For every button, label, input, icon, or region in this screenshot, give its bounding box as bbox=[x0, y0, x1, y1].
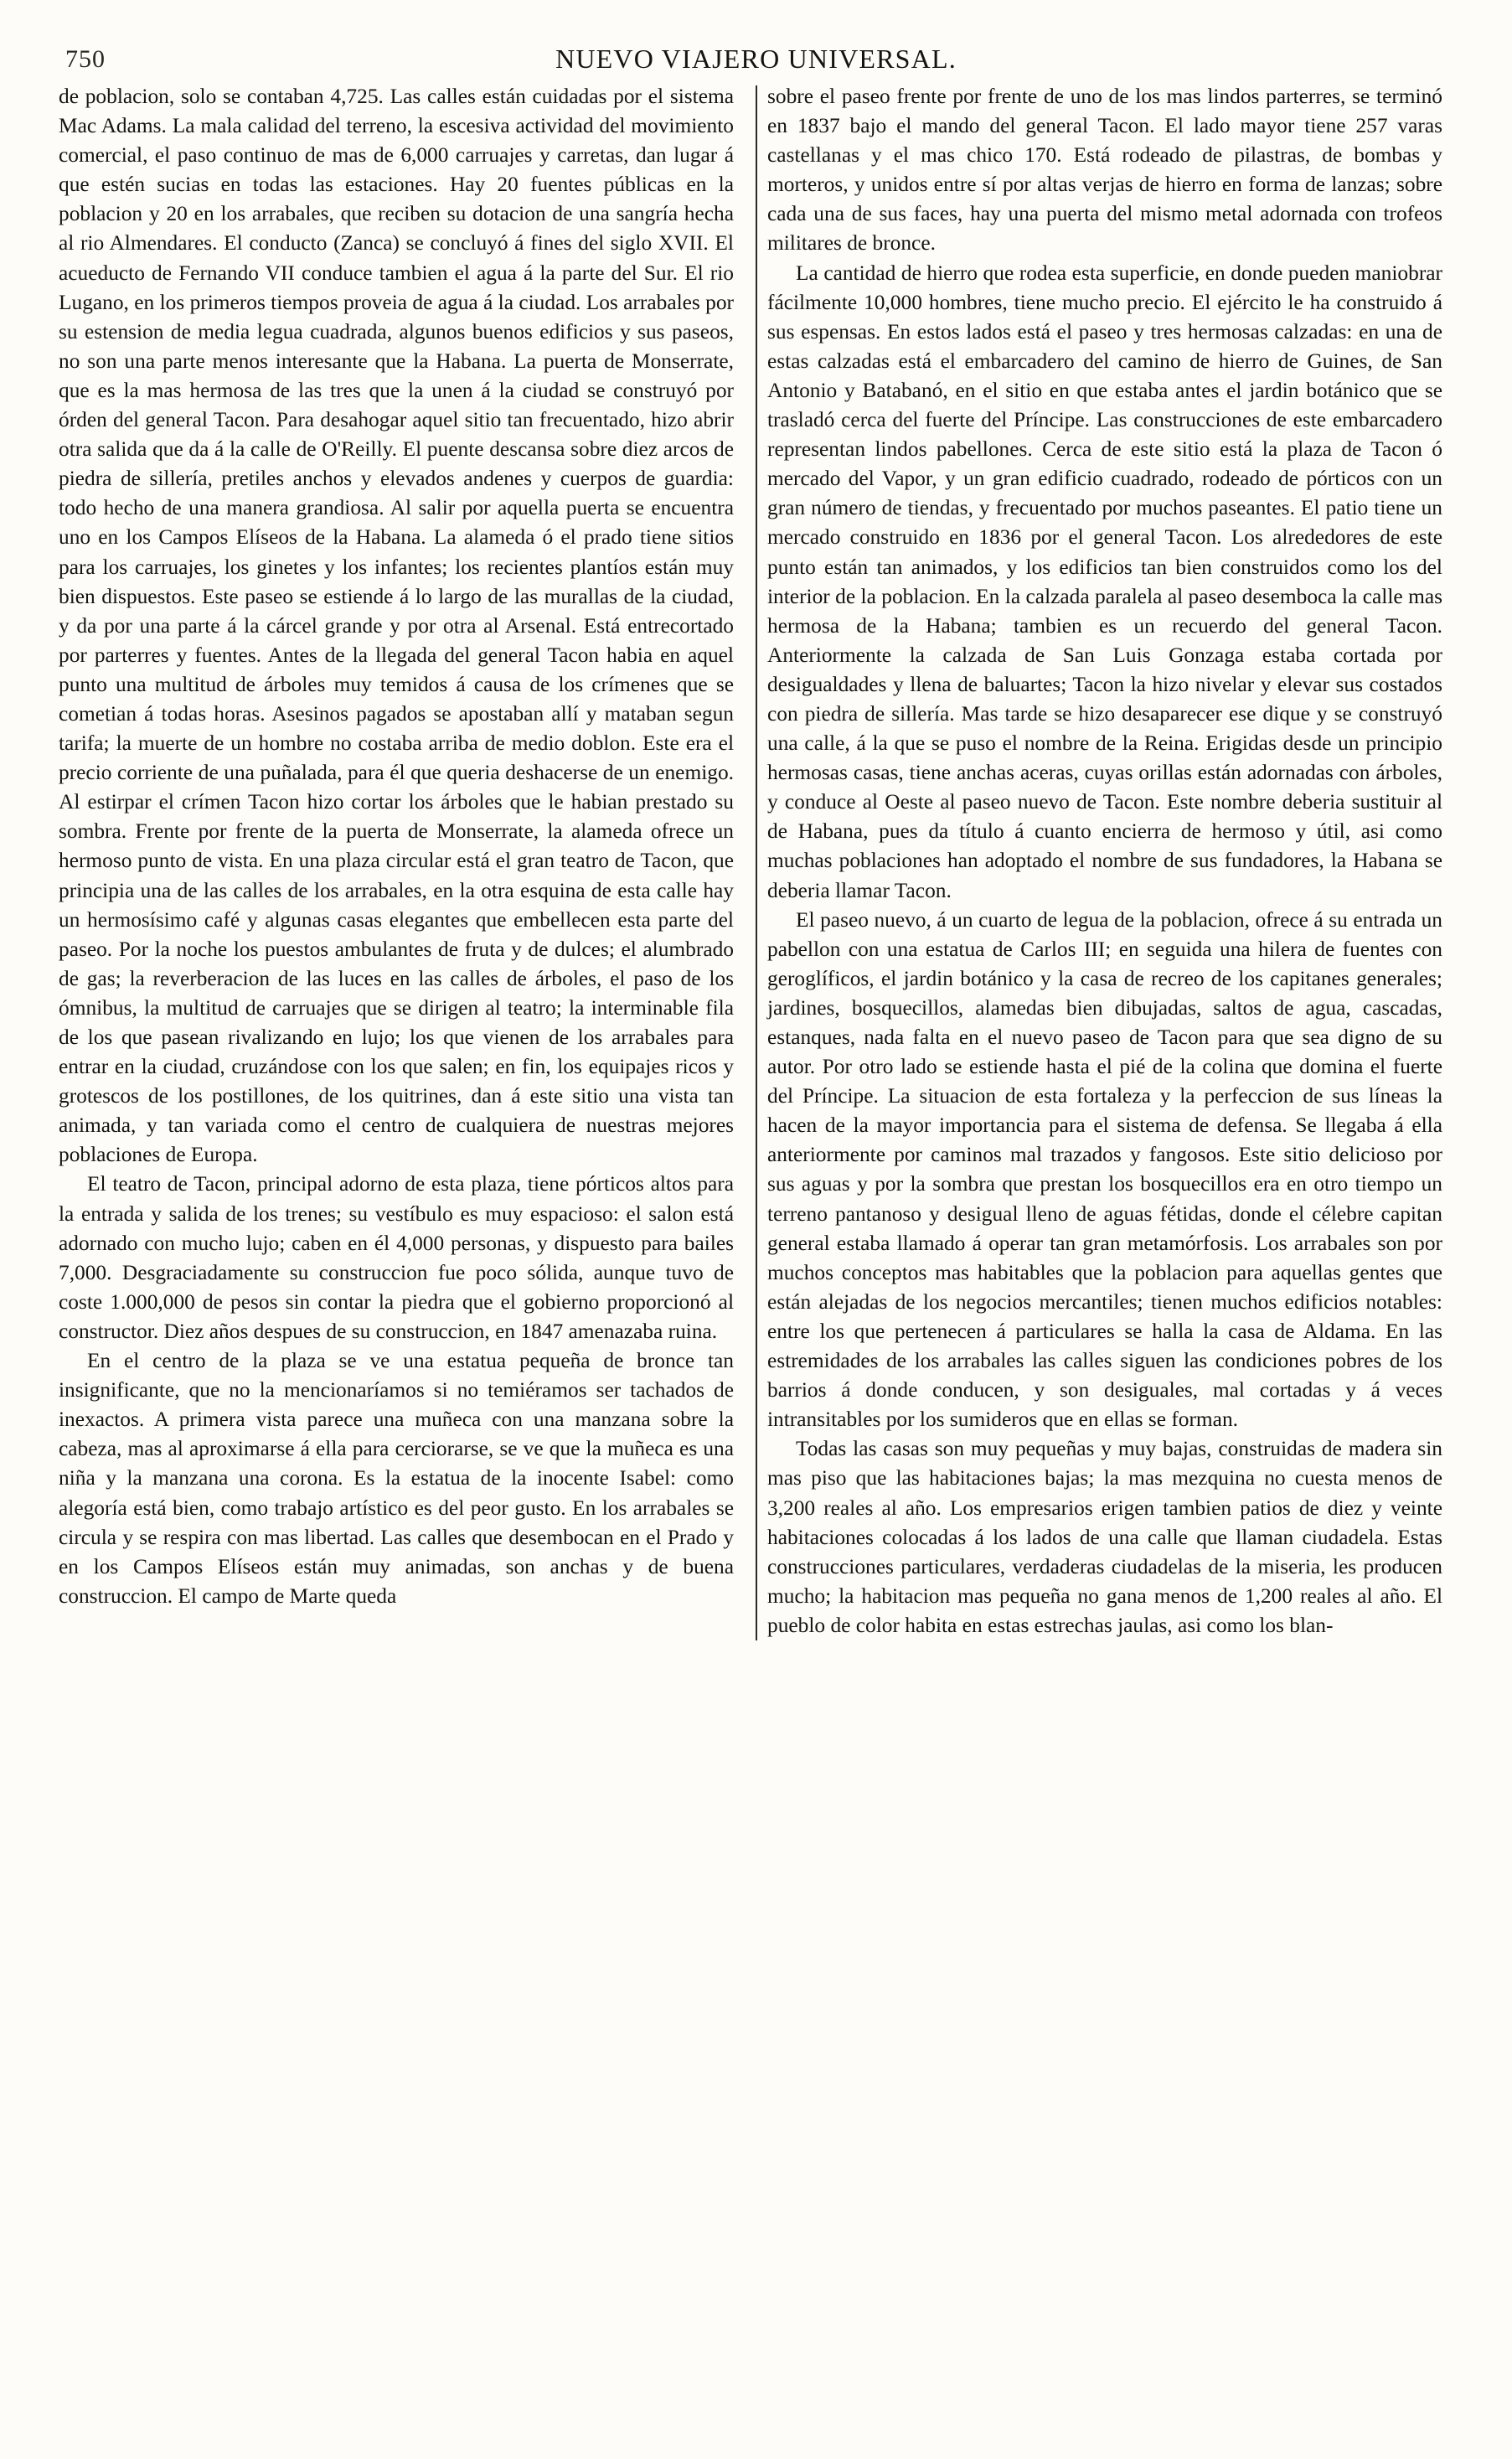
column-divider-rule bbox=[756, 85, 757, 1640]
paragraph: sobre el paseo frente por frente de uno de los mas lindos parterres, se terminó en 1837 bajo el mando del general Tacon. El lado mayor tiene 257 varas castellanas y el mas chico 170. Está rodeado de pilastras, de bombas y morteros, y unidos entre sí por altas verjas de hierro en forma de lanzas; sobre cada una de sus faces, hay una puerta del mismo metal adornada con trofeos militares de bronce. bbox=[767, 85, 1442, 256]
paragraph: La cantidad de hierro que rodea esta superficie, en donde pueden maniobrar fácilmente 10,000 hombres, tiene mucho precio. El ejército le ha construido á sus espensas. En estos lados está el paseo y tres hermosas calzadas: en una de estas calzadas está el embarcadero del camino de hierro de Guines, de San Antonio y Batabanó, en el sitio en que estaba antes el jardin botánico que se trasladó cerca del fuerte del Príncipe. Las construcciones de este embarcadero representan lindos pabellones. Cerca de este sitio está la plaza de Tacon ó mercado del Vapor, y un gran edificio cuadrado, rodeado de pórticos con un gran número de tiendas, y frecuentado por muchos paseantes. El patio tiene un mercado construido en 1836 por el general Tacon. Los alrededores de este punto están tan animados, y los edificios tan bien construidos como los del interior de la poblacion. En la calzada paralela al paseo desemboca la calle mas hermosa de la Habana; tambien es un recuerdo del general Tacon. Anteriormente la calzada de San Luis Gonzaga estaba cortada por desigualdades y llena de baluartes; Tacon la hizo nivelar y elevar sus costados con piedra de sillería. Mas tarde se hizo desaparecer ese dique y se construyó una calle, á la que se puso el nombre de la Reina. Erigidas desde un principio hermosas casas, tiene anchas aceras, cuyas orillas están adornadas con árboles, y conduce al Oeste al paseo nuevo de Tacon. Este nombre deberia sustituir al de Habana, pues da título á cuanto encierra de hermoso y útil, asi como muchas poblaciones han adoptado el nombre de sus fundadores, la Habana se deberia llamar Tacon. bbox=[767, 261, 1442, 902]
paragraph: En el centro de la plaza se ve una estatua pequeña de bronce tan insignificante, que no la mencionaríamos si no temiéramos ser tachados de inexactos. A primera vista parece una muñeca con una manzana sobre la cabeza, mas al aproximarse á ella para cerciorarse, se ve que la muñeca es una niña y la manzana una corona. Es la estatua de la inocente Isabel: como alegoría está bien, como trabajo artístico es del peor gusto. En los arrabales se circula y se respira con mas libertad. Las calles que desembocan en el Prado y en los Campos Elíseos están muy animadas, son anchas y de buena construccion. El campo de Marte queda bbox=[59, 1349, 734, 1608]
column-right bbox=[767, 82, 1442, 1640]
column-left bbox=[59, 82, 734, 1611]
paragraph: de poblacion, solo se contaban 4,725. Las calles están cuidadas por el sistema Mac Adams. La mala calidad del terreno, la escesiva actividad del movimiento comercial, el paso continuo de mas de 6,000 carruajes y carretas, dan lugar á que estén sucias en todas las estaciones. Hay 20 fuentes públicas en la poblacion y 20 en los arrabales, que reciben su dotacion de una sangría hecha al rio Almendares. El conducto (Zanca) se concluyó á fines del siglo XVII. El acueducto de Fernando VII conduce tambien el agua á la parte del Sur. El rio Lugano, en los primeros tiempos proveia de agua á la ciudad. Los arrabales por su estension de media legua cuadrada, algunos buenos edificios y sus paseos, no son una parte menos interesante que la Habana. La puerta de Monserrate, que es la mas hermosa de las tres que la unen á la ciudad se construyó por órden del general Tacon. Para desahogar aquel sitio tan frecuentado, hizo abrir otra salida que da á la calle de O'Reilly. El puente descansa sobre diez arcos de piedra de sillería, pretiles anchos y elevados andenes y cuerpos de guardia: todo hecho de una manera grandiosa. Al salir por aquella puerta se encuentra uno en los Campos Elíseos de la Habana. La alameda ó el prado tiene sitios para los carruajes, los ginetes y los infantes; los recientes plantíos están muy bien dispuestos. Este paseo se estiende á lo largo de las murallas de la ciudad, y da por una parte á la cárcel grande y por otra al Arsenal. Está entrecortado por parterres y fuentes. Antes de la llegada del general Tacon habia en aquel punto una multitud de árboles muy temidos á causa de los crímenes que se cometian á todas horas. Asesinos pagados se apostaban allí y mataban segun tarifa; la muerte de un hombre no costaba arriba de medio doblon. Este era el precio corriente de una puñalada, para él que queria deshacerse de un enemigo. Al estirpar el crímen Tacon hizo cortar los árboles que le habian prestado su sombra. Frente por frente de la puerta de Monserrate, la alameda ofrece un hermoso punto de vista. En una plaza circular está el gran teatro de Tacon, que principia una de las calles de los arrabales, en la otra esquina de esta calle hay un hermosísimo café y algunas casas elegantes que embellecen esta parte del paseo. Por la noche los puestos ambulantes de fruta y de dulces; el alumbrado de gas; la reverberacion de las luces en las calles de árboles, el paso de los ómnibus, la multitud de carruajes que se dirigen al teatro; la interminable fila de los que pasean rivalizando en lujo; los que vienen de los arrabales para entrar en la ciudad, cruzándose con los que salen; en fin, los equipajes ricos y grotescos de los postillones, de los quitrines, dan á este sitio una vista tan animada, y tan variada como el centro de cualquiera de nuestras mejores poblaciones de Europa. bbox=[59, 85, 734, 1167]
running-title: NUEVO VIAJERO UNIVERSAL. bbox=[555, 44, 957, 74]
page-number: 750 bbox=[65, 45, 106, 73]
paragraph: Todas las casas son muy pequeñas y muy bajas, construidas de madera sin mas piso que las habitaciones bajas; la mas mezquina no cuesta menos de 3,200 reales al año. Los empresarios erigen tambien patios de diez y veinte habitaciones colocadas á los lados de una calle que llaman ciudadela. Estas construcciones particulares, verdaderas ciudadelas de la miseria, les producen mucho; la habitacion mas pequeña no gana menos de 1,200 reales al año. El pueblo de color habita en estas estrechas jaulas, asi como los blan- bbox=[767, 1437, 1442, 1637]
page-header bbox=[59, 34, 1453, 82]
paragraph: El teatro de Tacon, principal adorno de esta plaza, tiene pórticos altos para la entrada y salida de los trenes; su vestíbulo es muy espacioso: el salon está adornado con mucho lujo; caben en él 4,000 personas, y dispuesto para bailes 7,000. Desgraciadamente su construccion fue poco sólida, aunque tuvo de coste 1.000,000 de pesos sin contar la piedra que el gobierno proporcionó al constructor. Diez años despues de su construccion, en 1847 amenazaba ruina. bbox=[59, 1172, 734, 1343]
paragraph: El paseo nuevo, á un cuarto de legua de la poblacion, ofrece á su entrada un pabellon con una estatua de Carlos III; en seguida una hilera de fuentes con geroglíficos, el jardin botánico y la casa de recreo de los capitanes generales; jardines, bosquecillos, alamedas bien dibujadas, saltos de agua, cascadas, estanques, nada falta en el nuevo paseo de Tacon para que sea digno de su autor. Por otro lado se estiende hasta el pié de la colina que domina el fuerte del Príncipe. La situacion de esta fortaleza y la perfeccion de sus líneas la hacen de la mayor importancia para el sistema de defensa. Se llegaba á ella anteriormente por caminos mal trazados y fangosos. Este sitio delicioso por sus aguas y por la sombra que prestan los bosquecillos era en otro tiempo un terreno pantanoso y desigual lleno de aguas fétidas, donde el célebre capitan general estaba llamado á operar tan gran metamórfosis. Los arrabales son por muchos conceptos mas habitables que la poblacion para aquellas gentes que están alejadas de los negocios mercantiles; tienen muchos edificios notables: entre los que pertenecen á particulares se halla la casa de Aldama. En las estremidades de los arrabales las calles siguen las condiciones pobres de los barrios á donde conducen, y son desiguales, mal cortadas y á veces intransitables por los sumideros que en ellas se forman. bbox=[767, 907, 1442, 1432]
text-columns bbox=[59, 82, 1453, 1640]
